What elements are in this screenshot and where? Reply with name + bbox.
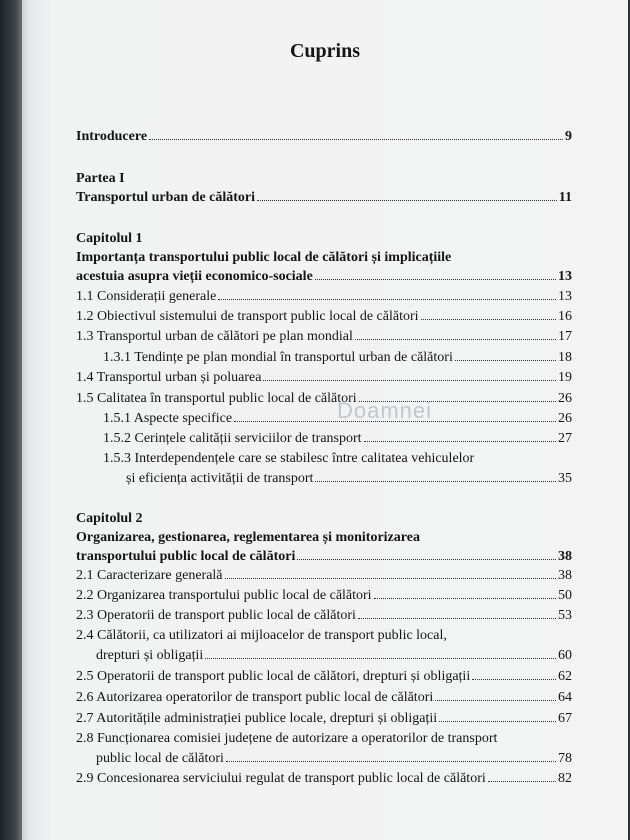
book-page xyxy=(22,0,628,840)
dot-leader xyxy=(315,481,556,482)
toc-entry-page: 9 xyxy=(565,129,572,144)
toc-entry-label: 1.1 Considerații generale xyxy=(76,289,217,304)
dot-leader xyxy=(225,578,556,579)
dot-leader xyxy=(149,139,563,140)
book-spine-shadow xyxy=(0,0,22,840)
chapter-2-title-line: Organizarea, gestionarea, reglementarea și monitorizarea xyxy=(76,530,420,545)
toc-entry-label: Transportul urban de călători xyxy=(76,190,256,205)
toc-entry-page: 60 xyxy=(558,648,572,663)
dot-leader xyxy=(488,781,556,782)
toc-entry-label: 1.2 Obiectivul sistemului de transport public local de călători xyxy=(76,309,419,324)
watermark-logo: Doamnei xyxy=(337,398,433,423)
toc-entry-page: 18 xyxy=(558,350,572,365)
toc-entry-page: 50 xyxy=(558,588,572,603)
toc-entry-label: 1.5 Calitatea în transportul public local de călători xyxy=(76,391,357,406)
toc-entry xyxy=(76,607,572,624)
toc-entry-label: 1.3.1 Tendințe pe plan mondial în transportul urban de călători xyxy=(103,350,453,365)
toc-entry xyxy=(76,710,572,727)
dot-leader xyxy=(226,761,556,762)
toc-entry xyxy=(76,308,572,325)
toc-entry-page: 13 xyxy=(558,269,572,284)
dot-leader xyxy=(355,339,556,340)
toc-entry xyxy=(76,328,572,345)
chapter-2-heading: Capitolul 2 xyxy=(76,511,143,526)
dot-leader xyxy=(297,559,556,560)
toc-entry xyxy=(96,647,572,664)
toc-entry-line: 2.8 Funcționarea comisiei județene de autorizare a operatorilor de transport xyxy=(76,731,498,746)
toc-entry-page: 64 xyxy=(558,690,572,705)
toc-entry-label: 2.7 Autoritățile administrației publice locale, drepturi și obligații xyxy=(76,711,438,726)
toc-entry-label: 1.4 Transportul urban și poluarea xyxy=(76,370,262,385)
dot-leader xyxy=(358,618,556,619)
dot-leader xyxy=(439,721,556,722)
toc-entry-page: 53 xyxy=(558,608,572,623)
chapter-1-heading: Capitolul 1 xyxy=(76,231,143,246)
page-title: Cuprins xyxy=(289,40,361,62)
toc-entry-part xyxy=(76,189,572,206)
dot-leader xyxy=(455,360,556,361)
dot-leader xyxy=(374,598,556,599)
toc-entry xyxy=(76,567,572,584)
toc-entry xyxy=(96,750,572,767)
dot-leader xyxy=(472,679,556,680)
toc-entry-page: 38 xyxy=(558,549,572,564)
dot-leader xyxy=(263,380,556,381)
toc-entry-page: 13 xyxy=(558,289,572,304)
toc-entry-page: 27 xyxy=(558,431,572,446)
toc-entry-label: 1.5.2 Cerințele calității serviciilor de transport xyxy=(103,431,362,446)
toc-entry-intro xyxy=(76,128,572,145)
toc-entry xyxy=(76,668,572,685)
toc-entry xyxy=(76,288,572,305)
toc-entry-page: 19 xyxy=(558,370,572,385)
toc-entry-page: 16 xyxy=(558,309,572,324)
toc-entry-chapter-1 xyxy=(76,268,572,285)
toc-entry xyxy=(126,470,572,487)
dot-leader xyxy=(218,299,556,300)
dot-leader xyxy=(364,441,556,442)
toc-entry-label: 2.6 Autorizarea operatorilor de transport public local de călători xyxy=(76,690,434,705)
toc-entry-page: 35 xyxy=(558,471,572,486)
toc-entry-label: 2.5 Operatorii de transport public local de călători, drepturi și obligații xyxy=(76,669,471,684)
toc-entry xyxy=(76,770,572,787)
dot-leader xyxy=(435,700,556,701)
toc-entry-label: 2.3 Operatorii de transport public local de călători xyxy=(76,608,356,623)
toc-entry-label: 2.2 Organizarea transportului public local de călători xyxy=(76,588,372,603)
chapter-1-title-line: Importanța transportului public local de călători și implicațiile xyxy=(76,250,452,265)
toc-entry-page: 78 xyxy=(558,751,572,766)
toc-entry-line: 2.4 Călătorii, ca utilizatori ai mijloacelor de transport public local, xyxy=(76,628,447,643)
toc-entry xyxy=(76,689,572,706)
toc-entry-page: 67 xyxy=(558,711,572,726)
toc-entry-label: 2.1 Caracterizare generală xyxy=(76,568,223,583)
toc-entry-line: 1.5.3 Interdependențele care se stabilesc între calitatea vehiculelor xyxy=(103,451,475,466)
toc-entry xyxy=(76,390,572,407)
toc-entry-page: 38 xyxy=(558,568,572,583)
dot-leader xyxy=(421,319,556,320)
toc-entry-page: 82 xyxy=(558,771,572,786)
toc-entry-label: drepturi și obligații xyxy=(96,648,204,663)
toc-entry-label: acestuia asupra vieții economico-sociale xyxy=(76,269,313,284)
toc-entry-page: 11 xyxy=(558,190,572,205)
toc-entry-label: public local de călători xyxy=(96,751,224,766)
toc-entry-chapter-2 xyxy=(76,548,572,565)
dot-leader xyxy=(315,279,556,280)
toc-entry-label: 1.3 Transportul urban de călători pe plan mondial xyxy=(76,329,353,344)
toc-entry-label: 2.9 Concesionarea serviciului regulat de transport public local de călători xyxy=(76,771,486,786)
toc-entry xyxy=(103,349,572,366)
toc-entry xyxy=(76,587,572,604)
dot-leader xyxy=(257,200,557,201)
toc-entry xyxy=(76,369,572,386)
toc-entry-label: Introducere xyxy=(76,129,148,144)
toc-entry-page: 62 xyxy=(558,669,572,684)
part-heading: Partea I xyxy=(76,171,125,186)
dot-leader xyxy=(205,658,556,659)
toc-entry-label: transportului public local de călători xyxy=(76,549,296,564)
toc-entry xyxy=(103,430,572,447)
toc-entry-label: și eficiența activității de transport xyxy=(126,471,314,486)
toc-entry-label: 1.5.1 Aspecte specifice xyxy=(103,411,233,426)
toc-entry-page: 17 xyxy=(558,329,572,344)
toc-entry-page: 26 xyxy=(558,391,572,406)
toc-entry-page: 26 xyxy=(558,411,572,426)
